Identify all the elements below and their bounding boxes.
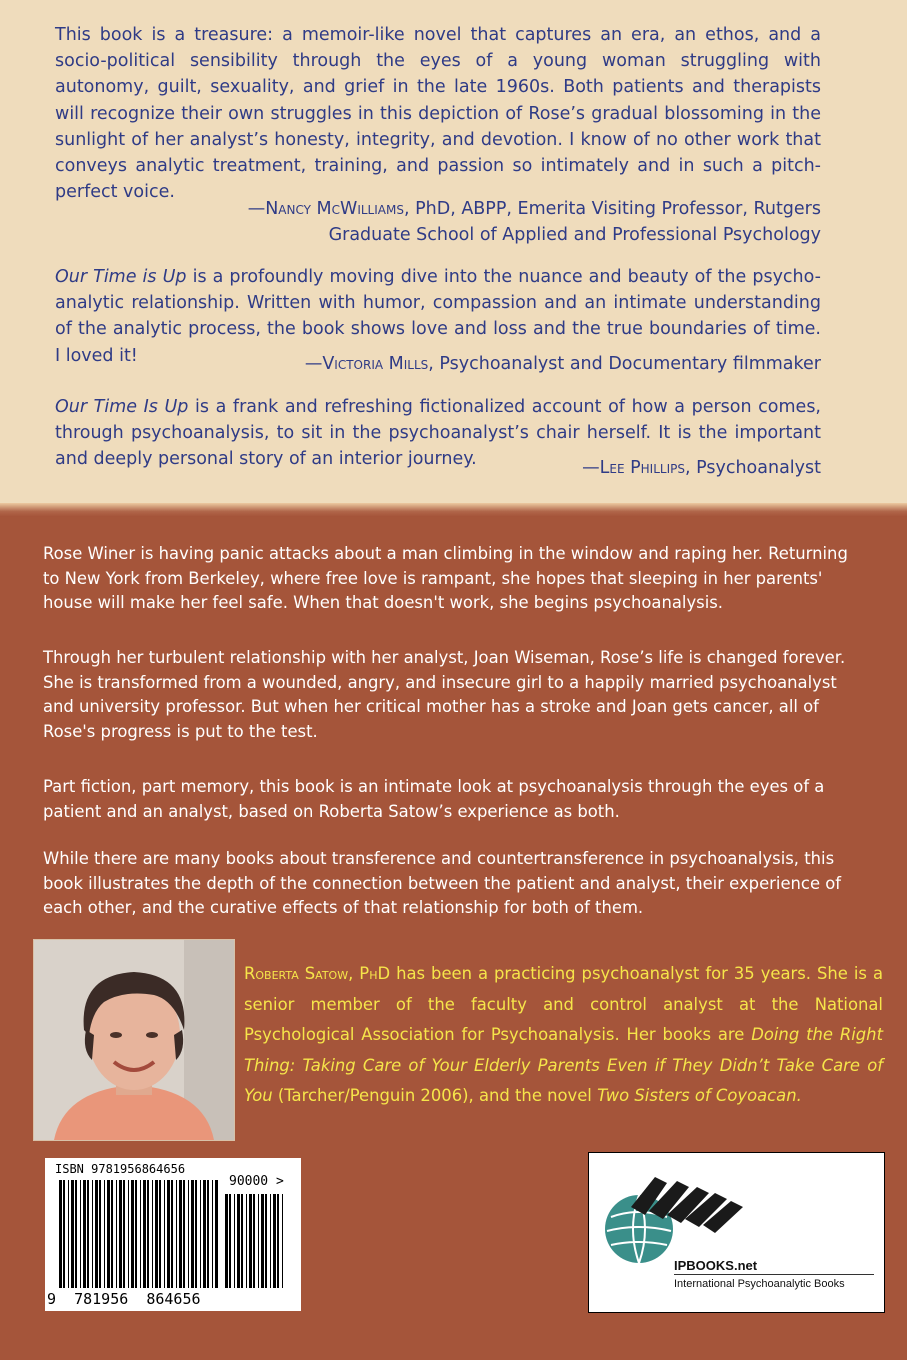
section-divider: [0, 503, 907, 517]
description-paragraph-3: Part fiction, part memory, this book is an intimate look at psychoanalysis through the eyes of a patient and an analyst, based on Roberta Satow’s experience as both.: [43, 777, 825, 821]
book-title: Two Sisters of Coyoacan.: [597, 1086, 802, 1106]
description-paragraph-1: Rose Winer is having panic attacks about a man climbing in the window and raping her. Returning to New York from Berkeley, where free love is rampant, she hopes that sleeping in her parents' house will make her feel safe. When that doesn't work, she begins psychoanalysis.: [43, 544, 848, 612]
publisher-logo-text: IPBOOKS.net: [674, 1258, 758, 1273]
description-paragraph-2: Through her turbulent relationship with her analyst, Joan Wiseman, Rose’s life is changed forever. She is transformed from a wounded, angry, and insecure girl to a happily married psychoanalyst and university professor. But when her critical mother has a stroke and Joan gets cancer, all of Rose's progress is put to the test.: [43, 648, 846, 741]
barcode-digits: 9 781956 864656: [47, 1290, 201, 1308]
review-1-attribution: —Nancy McWilliams, PhD, ABPP, Emerita Visiting Professor, Rutgers Graduate School of Applied and Professional Psychology: [247, 199, 821, 246]
review-2-attribution: —Victoria Mills, Psychoanalyst and Documentary filmmaker: [304, 354, 821, 374]
barcode-bars-icon: [59, 1180, 219, 1288]
author-bio: Roberta Satow, PhD has been a practicing psychoanalyst for 35 years. She is a senior member of the faculty and control analyst at the National Psychological Association for Psychoanalysis. Her books are Doing the Right Thing: Taking Care of Your Elderly Parents Even if They Didn’t Take Care of You (Tarcher/Penguin 2006), and the novel Two Sisters of Coyoacan.: [244, 964, 883, 1106]
review-3-attribution: —Lee Phillips, Psychoanalyst: [582, 458, 821, 478]
isbn-barcode: [45, 1158, 301, 1311]
logo-underline: [674, 1274, 874, 1275]
book-title: Doing the Right Thing: Taking Care of Your Elderly Parents Even if They Didn’t Take Care of You: [244, 1025, 883, 1106]
review-3-text: Our Time Is Up is a frank and refreshing fictionalized account of how a person comes, through psychoanalysis, to sit in the psychoanalyst’s chair herself. It is the important and deeply personal story of an interior journey.: [55, 397, 821, 470]
price-code: 90000 >: [229, 1174, 284, 1189]
publisher-logo: [588, 1152, 885, 1313]
review-1-text: This book is a treasure: a memoir-like novel that captures an era, an ethos, and a socio-political sensibility through the eyes of a young woman struggling with autonomy, guilt, sexuality, and grief in the late 1960s. Both patients and therapists will recognize their own struggles in this depiction of Rose’s gradual blossoming in the sunlight of her analyst’s honesty, integrity, and devotion. I know of no other work that conveys analytic treatment, training, and passion so intimately and in such a pitch-perfect voice.: [55, 25, 821, 203]
author-photo: [33, 939, 235, 1141]
description-paragraph-4: While there are many books about transference and countertransference in psychoanalysis, this book illustrates the depth of the connection between the patient and analyst, their experience of each other, and the curative effects of that relationship for both of them.: [43, 849, 842, 917]
book-title: Our Time is Up: [55, 267, 187, 287]
reviewer-name: —Victoria Mills: [304, 354, 429, 374]
isbn-label: ISBN 9781956864656: [55, 1162, 186, 1176]
publisher-full-name: International Psychoanalytic Books: [674, 1278, 845, 1290]
reviewer-name: —Nancy McWilliams: [247, 199, 404, 219]
barcode-addon-bars-icon: [225, 1194, 287, 1288]
author-name: Roberta Satow: [244, 964, 349, 983]
book-title: Our Time Is Up: [55, 397, 189, 417]
review-2-text: Our Time is Up is a profoundly moving dive into the nuance and beauty of the psycho-analytic relationship. Written with humor, compassion and an intimate understanding of the analytic process, the book shows love and loss and the true boundaries of time. I loved it!: [55, 267, 821, 366]
author-portrait-icon: [34, 940, 234, 1140]
reviewer-name: —Lee Phillips: [582, 458, 685, 478]
